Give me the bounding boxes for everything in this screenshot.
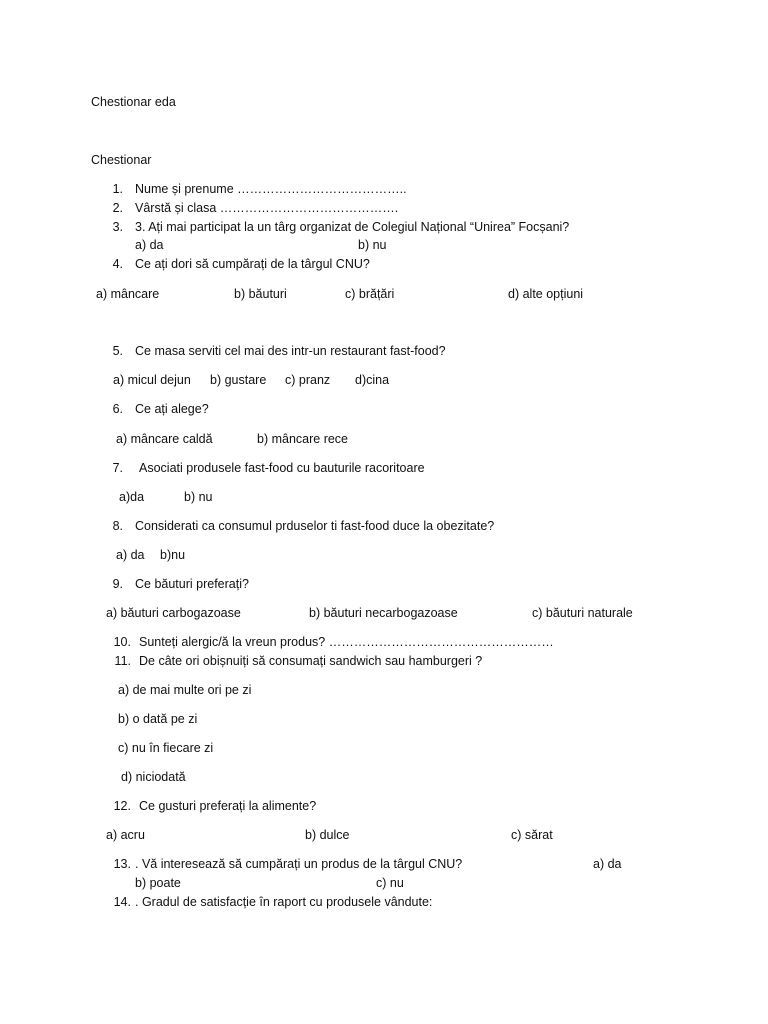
question-5-option-c: c) pranz [285,373,331,387]
question-5-option-d: d)cina [355,373,390,387]
question-3-text: 3. Ați mai participat la un târg organizat de Colegiul Național “Unirea” Focșani? [135,220,570,234]
question-8-option-b: b)nu [160,548,186,562]
question-6-text: Ce ați alege? [135,402,209,416]
section-heading: Chestionar [91,153,152,167]
question-8-text: Considerati ca consumul prduselor ti fast-food duce la obezitate? [135,519,495,533]
question-10-number: 10. [113,635,131,649]
question-13-number: 13. [113,857,131,871]
question-3-number: 3. [112,220,123,234]
question-4-option-b: b) băuturi [234,287,287,301]
question-3-option-b: b) nu [358,238,387,252]
question-9-number: 9. [112,577,123,591]
question-4-option-d: d) alte opțiuni [508,287,584,301]
question-11-number: 11. [114,654,131,668]
question-7-text: Asociati produsele fast-food cu bauturile racoritoare [139,461,425,475]
question-13-text: . Vă interesează să cumpărați un produs de la târgul CNU? [135,857,463,871]
document-title: Chestionar eda [91,95,176,109]
question-7-option-b: b) nu [184,490,213,504]
question-11-option-b: b) o dată pe zi [118,712,198,726]
question-12-option-b: b) dulce [305,828,350,842]
question-11-option-a: a) de mai multe ori pe zi [118,683,252,697]
question-5-text: Ce masa serviti cel mai des intr-un restaurant fast-food? [135,344,446,358]
question-14-number: 14. [113,895,131,909]
question-5-option-a: a) micul dejun [113,373,191,387]
question-9-text: Ce băuturi preferați? [135,577,249,591]
question-4-option-a: a) mâncare [96,287,160,301]
question-6-option-b: b) mâncare rece [257,432,349,446]
question-9-option-c: c) băuturi naturale [532,606,633,620]
question-1-number: 1. [112,182,123,196]
question-12-option-c: c) sărat [511,828,553,842]
question-4-number: 4. [112,257,123,271]
question-10-text: Sunteți alergic/ă la vreun produs? ……………………………………………… [139,635,554,649]
question-5-option-b: b) gustare [210,373,267,387]
question-7-option-a: a)da [119,490,145,504]
question-14-text: . Gradul de satisfacție în raport cu produsele vândute: [135,895,433,909]
question-9-option-b: b) băuturi necarbogazoase [309,606,458,620]
question-13-option-a: a) da [593,857,622,871]
question-2-number: 2. [112,201,123,215]
question-11-text: De câte ori obișnuiți să consumați sandwich sau hamburgeri ? [139,654,483,668]
question-12-number: 12. [113,799,131,813]
question-9-option-a: a) băuturi carbogazoase [106,606,241,620]
question-4-option-c: c) brățări [345,287,395,301]
question-11-option-d: d) niciodată [121,770,186,784]
question-6-number: 6. [112,402,123,416]
question-4-text: Ce ați dori să cumpărați de la târgul CNU? [135,257,370,271]
question-2-text: Vârstă și clasa ……………………………………. [135,201,399,215]
question-12-text: Ce gusturi preferați la alimente? [139,799,317,813]
question-6-option-a: a) mâncare caldă [116,432,213,446]
question-11-option-c: c) nu în fiecare zi [118,741,214,755]
question-7-number: 7. [112,461,123,475]
question-12-option-a: a) acru [106,828,145,842]
question-3-option-a: a) da [135,238,164,252]
question-8-number: 8. [112,519,123,533]
question-5-number: 5. [112,344,123,358]
question-13-option-c: c) nu [376,876,404,890]
question-13-option-b: b) poate [135,876,181,890]
question-1-text: Nume și prenume ………………………………….. [135,182,407,196]
question-8-option-a: a) da [116,548,145,562]
